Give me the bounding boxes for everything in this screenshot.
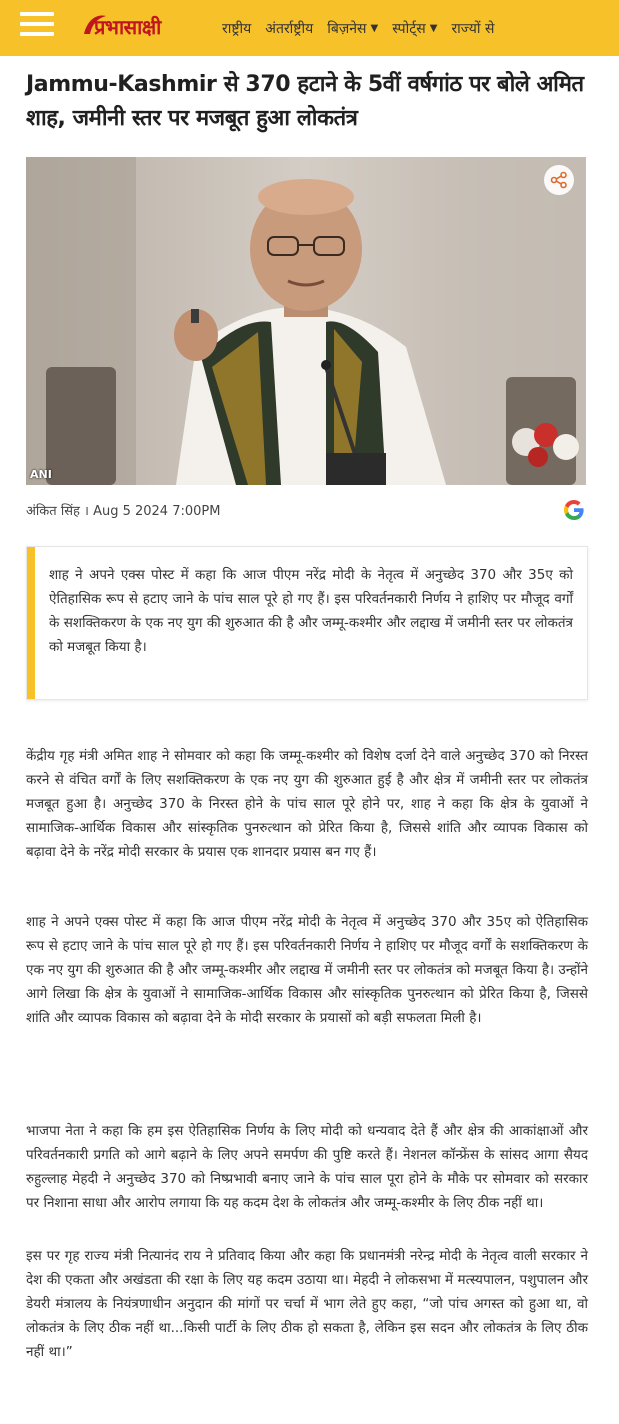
hero-image <box>26 157 586 485</box>
caret-down-icon: ▼ <box>370 22 379 34</box>
article-summary: शाह ने अपने एक्स पोस्ट में कहा कि आज पीएम नरेंद्र मोदी के नेतृत्व में अनुच्छेद 370 और 35ए को ऐतिहासिक रूप से हटाए जाने के पांच साल पूरे हो गए हैं। इस परिवर्तनकारी निर्णय ने हाशिए पर मौजूद वर्गों के सशक्तिकरण के एक नए युग की शुरुआत की है और जम्मू-कश्मीर और लद्दाख में जमीनी स्तर पर लोकतंत्र को मजबूत किया है। <box>49 567 573 655</box>
article-paragraph: इस पर गृह राज्य मंत्री नित्यानंद राय ने प्रतिवाद किया और कहा कि प्रधानमंत्री नरेन्द्र मोदी के नेतृत्व वाली सरकार ने देश की एकता और अखंडता की रक्षा के लिए यह कदम उठाया था। मेहदी ने लोकसभा में मत्स्यपालन, पशुपालन और डेयरी मंत्रालय के नियंत्रणाधीन अनुदान की मांगों पर चर्चा में भाग लेते हुए कहा, “जो पांच अगस्त को हुआ था, वो लोकतंत्र के लिए ठीक नहीं था...किसी पार्टी के लिए ठीक हो सकता है, लेकिन इस सदन और लोकतंत्र के लिए ठीक नहीं था।” <box>26 1248 588 1360</box>
google-news-icon[interactable] <box>562 498 586 522</box>
nav-item-international[interactable] <box>265 19 313 38</box>
menu-icon[interactable] <box>20 10 56 40</box>
main-nav <box>222 0 619 56</box>
share-button[interactable] <box>544 165 574 195</box>
byline: अंकित सिंह । Aug 5 2024 7:00PM <box>26 504 221 519</box>
nav-item-label: राष्ट्रीय <box>222 20 252 37</box>
nav-item-label: स्पोर्ट्स <box>392 20 426 37</box>
article-title: Jammu-Kashmir से 370 हटाने के 5वीं वर्षगांठ पर बोले अमित शाह, जमीनी स्तर पर मजबूत हुआ लोकतंत्र <box>26 72 584 131</box>
nav-item-states[interactable] <box>451 19 494 38</box>
nav-item-label: अंतर्राष्ट्रीय <box>265 20 314 37</box>
nav-item-sports[interactable] <box>392 19 437 38</box>
nav-item-national[interactable] <box>222 19 251 38</box>
nav-item-business[interactable] <box>327 19 378 38</box>
share-icon <box>550 171 568 189</box>
article-summary-box <box>26 546 588 700</box>
logo-text: प्रभासाक्षी <box>94 15 161 39</box>
site-logo[interactable] <box>80 10 200 44</box>
nav-item-label: बिज़नेस <box>327 20 367 37</box>
caret-down-icon: ▼ <box>429 22 438 34</box>
nav-item-label: राज्यों से <box>451 20 495 37</box>
article-paragraph: शाह ने अपने एक्स पोस्ट में कहा कि आज पीएम नरेंद्र मोदी के नेतृत्व में अनुच्छेद 370 और 35ए को ऐतिहासिक रूप से हटाए जाने के पांच साल पूरे हो गए हैं। इस परिवर्तनकारी निर्णय ने हाशिए पर मौजूद वर्गों के सशक्तिकरण के एक नए युग की शुरुआत की है और जम्मू-कश्मीर और लद्दाख में जमीनी स्तर पर लोकतंत्र को मजबूत किया है। उन्होंने आगे लिखा कि क्षेत्र के युवाओं ने सामाजिक-आर्थिक विकास और सांस्कृतिक पुनरुत्थान को प्रेरित किया है, जिससे शांति और व्यापक विकास को बढ़ावा देने के मोदी सरकार के प्रयासों को बड़ी सफलता मिली है। <box>26 914 588 1026</box>
speaker-photo <box>26 157 586 485</box>
article-paragraph: भाजपा नेता ने कहा कि हम इस ऐतिहासिक निर्णय के लिए मोदी को धन्यवाद देते हैं और क्षेत्र की आकांक्षाओं और परिवर्तनकारी प्रगति को आगे बढ़ाने के लिए अपने समर्पण की पुष्टि करते हैं। नेशनल कॉन्फ्रेंस के सांसद आगा सैयद रुहुल्लाह मेहदी ने अनुच्छेद 370 को निष्प्रभावी बनाए जाने के पांच साल पूरा होने के मौके पर सोमवार को सरकार पर निशाना साधा और आरोप लगाया कि यह कदम देश के लोकतंत्र और जम्मू-कश्मीर के लिए ठीक नहीं था। <box>26 1123 588 1211</box>
top-header <box>0 0 619 56</box>
summary-accent-bar <box>27 547 35 699</box>
article-paragraph: केंद्रीय गृह मंत्री अमित शाह ने सोमवार को कहा कि जम्मू-कश्मीर को विशेष दर्जा देने वाले अनुच्छेद 370 को निरस्त करने से वंचित वर्गों के लिए सशक्तिकरण के एक नए युग की शुरुआत हुई है और क्षेत्र में जमीनी स्तर पर लोकतंत्र मजबूत हुआ है। अनुच्छेद 370 के निरस्त होने के पांच साल पूरे होने पर, शाह ने कहा कि क्षेत्र के युवाओं ने सामाजिक-आर्थिक विकास और सांस्कृतिक पुनरुत्थान को प्रेरित किया है, जिससे शांति और व्यापक विकास को बढ़ावा देने के नरेंद्र मोदी सरकार के प्रयास एक शानदार प्रयास बन गए हैं। <box>26 748 588 860</box>
image-credit: ANI <box>30 468 52 481</box>
